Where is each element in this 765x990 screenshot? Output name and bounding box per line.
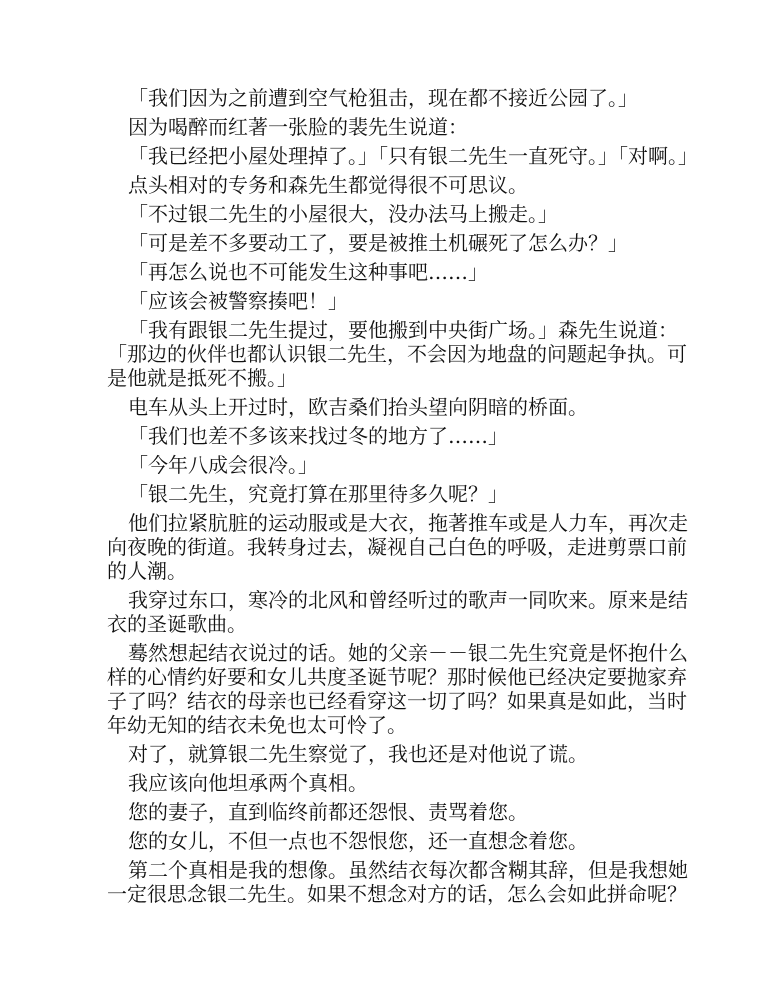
paragraph: 您的女儿，不但一点也不怨恨您，还一直想念着您。: [128, 829, 588, 853]
paragraph: 「不过银二先生的小屋很大，没办法马上搬走。」: [128, 202, 558, 226]
paragraph: 他们拉紧肮脏的运动服或是大衣，拖著推车或是人力车，再次走向夜晚的街道。我转身过去，凝视自己白色的呼吸，走进剪票口前的人潮。: [107, 511, 688, 583]
paragraph: 我穿过东口，寒冷的北风和曾经听过的歌声一同吹来。原来是结衣的圣诞歌曲。: [107, 588, 688, 636]
paragraph: 「银二先生，究竟打算在那里待多久呢？」: [128, 482, 508, 506]
paragraph: 「我已经把小屋处理掉了。」「只有银二先生一直死守。」「对啊。」: [128, 144, 698, 168]
paragraph: 第二个真相是我的想像。虽然结衣每次都含糊其辞，但是我想她一定很思念银二先生。如果不想念对方的话，怎么会如此拼命呢？: [107, 858, 688, 906]
paragraph: 「我们也差不多该来找过冬的地方了……」: [128, 424, 508, 448]
paragraph: 点头相对的专务和森先生都觉得很不可思议。: [128, 173, 528, 197]
paragraph: 我应该向他坦承两个真相。: [128, 771, 368, 795]
paragraph: 您的妻子，直到临终前都还怨恨、责骂着您。: [128, 800, 528, 824]
paragraph: 「我们因为之前遭到空气枪狙击，现在都不接近公园了。」: [128, 86, 638, 110]
paragraph: 电车从头上开过时，欧吉桑们抬头望向阴暗的桥面。: [128, 395, 588, 419]
paragraph: 「我有跟银二先生提过，要他搬到中央街广场。」森先生说道：「那边的伙伴也都认识银二先生，不会因为地盘的问题起争执。可是他就是抵死不搬。」: [107, 318, 687, 390]
paragraph: 「今年八成会很冷。」: [128, 453, 318, 477]
paragraph: 「应该会被警察揍吧！」: [128, 289, 348, 313]
paragraph: 因为喝醉而红著一张脸的裴先生说道：: [128, 115, 468, 139]
paragraph: 「再怎么说也不可能发生这种事吧……」: [128, 260, 488, 284]
paragraph: 蓦然想起结衣说过的话。她的父亲－－银二先生究竟是怀抱什么样的心情约好要和女儿共度圣诞节呢？那时候他已经决定要抛家弃子了吗？结衣的母亲也已经看穿这一切了吗？如果真是如此，当时年幼无知的结衣未免也太可怜了。: [107, 641, 688, 737]
paragraph: 对了，就算银二先生察觉了，我也还是对他说了谎。: [128, 742, 588, 766]
paragraph: 「可是差不多要动工了，要是被推土机碾死了怎么办？」: [128, 231, 628, 255]
